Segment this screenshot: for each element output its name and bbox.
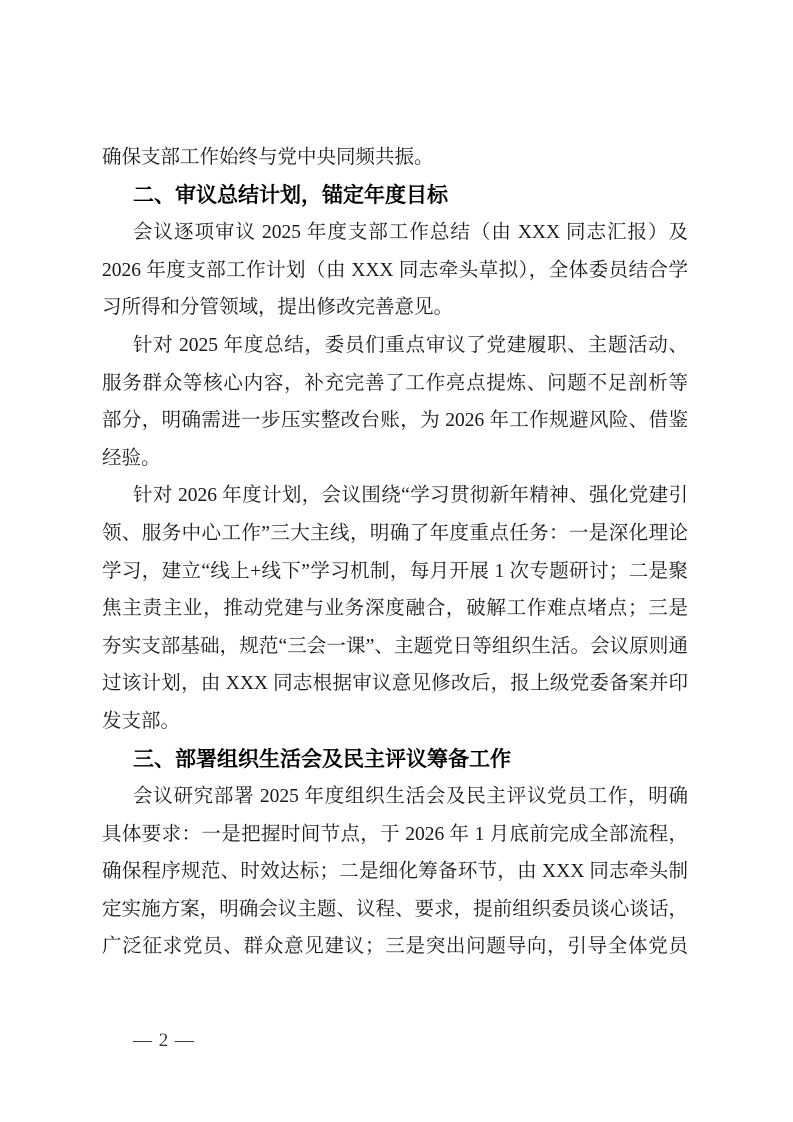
body-text-line: 过该计划，由 XXX 同志根据审议意见修改后，报上级党委备案并印 [102,673,688,695]
body-text-line: 习所得和分管领域，提出修改完善意见。 [102,297,454,319]
body-text-line: 会议逐项审议 2025 年度支部工作总结（由 XXX 同志汇报）及 [133,222,688,244]
body-text-line: 领、服务中心工作”三大主线，明确了年度重点任务：一是深化理论 [102,522,688,544]
document-body [102,139,688,966]
section-heading: 三、部署组织生活会及民主评议筹备工作 [133,747,511,771]
section-heading: 二、审议总结计划，锚定年度目标 [133,183,448,207]
body-text-line: 部分，明确需进一步压实整改台账，为 2026 年工作规避风险、借鉴 [102,410,688,432]
page-number: — 2 — [133,1030,195,1051]
body-text-line: 焦主责主业，推动党建与业务深度融合，破解工作难点堵点；三是 [102,598,688,620]
body-text-line: 定实施方案，明确会议主题、议程、要求，提前组织委员谈心谈话， [102,898,688,920]
body-text-line: 针对 2026 年度计划，会议围绕“学习贯彻新年精神、强化党建引 [133,485,688,507]
body-text-line: 2026 年度支部工作计划（由 XXX 同志牵头草拟），全体委员结合学 [102,259,688,281]
body-text-line: 经验。 [102,447,161,469]
body-text-line: 夯实支部基础，规范“三会一课”、主题党日等组织生活。会议原则通 [102,635,688,657]
body-text-line: 会议研究部署 2025 年度组织生活会及民主评议党员工作，明确 [133,786,688,808]
body-text-line: 广泛征求党员、群众意见建议；三是突出问题导向，引导全体党员 [102,936,688,958]
body-text-line: 学习，建立“线上+线下”学习机制，每月开展 1 次专题研讨；二是聚 [102,560,688,582]
body-text-line: 确保程序规范、时效达标；二是细化筹备环节，由 XXX 同志牵头制 [102,861,688,883]
body-text-line: 具体要求：一是把握时间节点，于 2026 年 1 月底前完成全部流程， [102,823,688,845]
body-text-line: 服务群众等核心内容，补充完善了工作亮点提炼、问题不足剖析等 [102,372,688,394]
body-text-line: 确保支部工作始终与党中央同频共振。 [102,147,434,168]
body-text-line: 针对 2025 年度总结，委员们重点审议了党建履职、主题活动、 [133,334,688,356]
body-text-line: 发支部。 [102,710,181,732]
